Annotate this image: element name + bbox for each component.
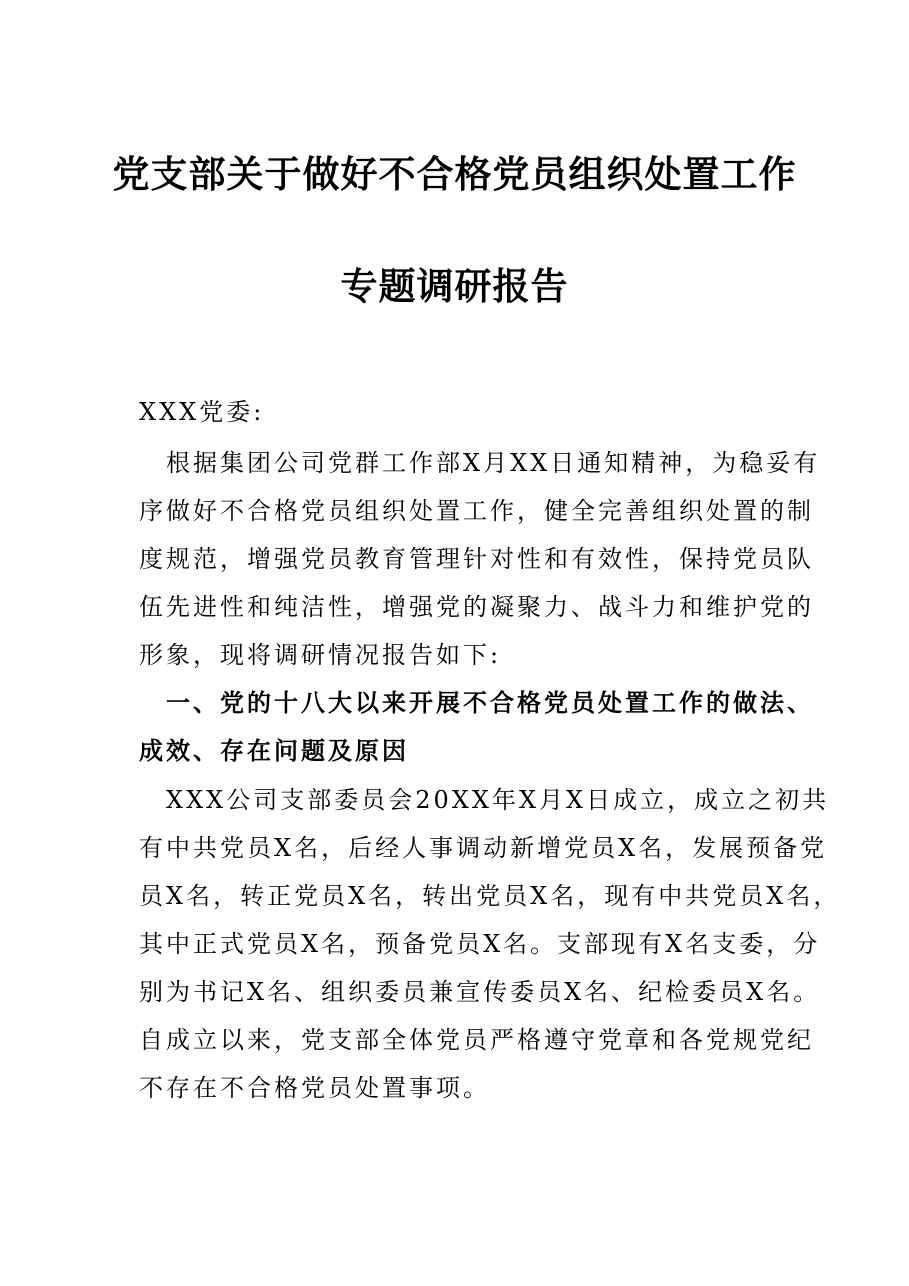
document-title-line-1: 党支部关于做好不合格党员组织处置工作 (112, 152, 797, 196)
salutation: XXX党委: (139, 398, 265, 426)
paragraph-1-line: 根据集团公司党群工作部X月XX日通知精神，为稳妥有 (139, 449, 821, 477)
paragraph-2-line: 不存在不合格党员处置事项。 (139, 1074, 490, 1102)
paragraph-2-line: 别为书记X名、组织委员兼宣传委员X名、纪检委员X名。 (139, 978, 821, 1006)
paragraph-1-line: 度规范，增强党员教育管理针对性和有效性，保持党员队 (139, 545, 814, 573)
paragraph-2-line: 员X名，转正党员X名，转出党员X名，现有中共党员X名， (139, 882, 841, 910)
section-heading-1: 一、党的十八大以来开展不合格党员处置工作的做法、 (139, 688, 814, 717)
document-title-line-2: 专题调研报告 (340, 264, 569, 308)
section-heading-1: 成效、存在问题及原因 (139, 736, 409, 765)
paragraph-1-line: 形象，现将调研情况报告如下: (139, 641, 502, 669)
paragraph-2-line: 其中正式党员X名，预备党员X名。支部现有X名支委，分 (139, 930, 821, 958)
paragraph-1-line: 伍先进性和纯洁性，增强党的凝聚力、战斗力和维护党的 (139, 593, 814, 621)
paragraph-2-line: 有中共党员X名，后经人事调动新增党员X名，发展预备党 (139, 834, 828, 862)
paragraph-1-line: 序做好不合格党员组织处置工作，健全完善组织处置的制 (139, 497, 814, 525)
paragraph-2-line: XXX公司支部委员会20XX年X月X日成立，成立之初共 (139, 786, 830, 814)
paragraph-2-line: 自成立以来，党支部全体党员严格遵守党章和各党规党纪 (139, 1026, 814, 1054)
